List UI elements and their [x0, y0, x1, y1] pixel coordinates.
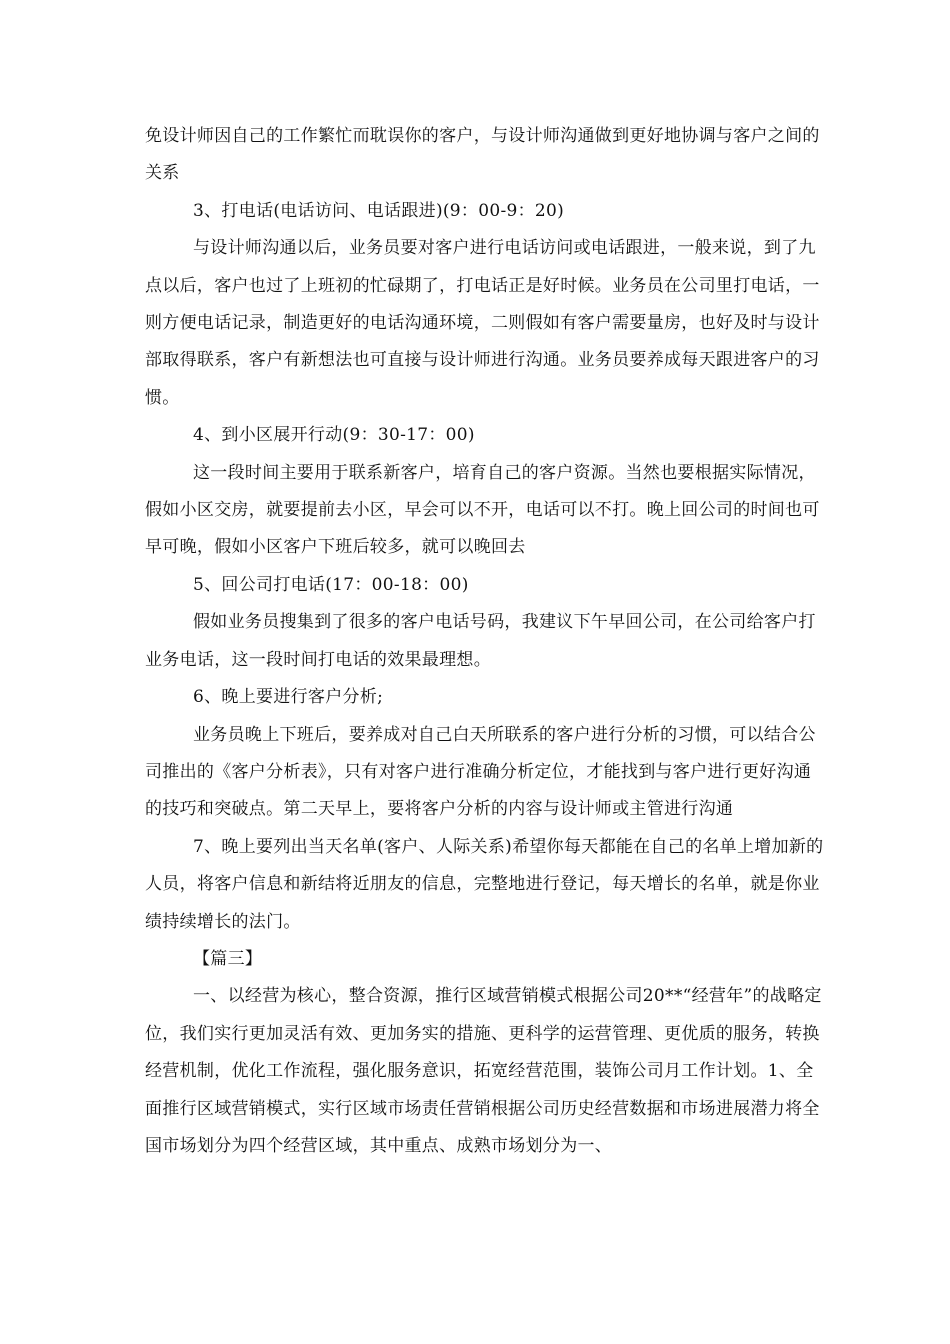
section-heading: 【篇三】	[193, 948, 263, 969]
document-body	[145, 118, 825, 1165]
paragraph-8: 6、晚上要进行客户分析;	[193, 687, 384, 708]
paragraph-1: 免设计师因自己的工作繁忙而耽误你的客户，与设计师沟通做到更好地协调与客户之间的关系	[145, 126, 820, 184]
paragraph-11: 一、以经营为核心，整合资源，推行区域营销模式根据公司20**“经营年”的战略定位，我们实行更加灵活有效、更加务实的措施、更科学的运营管理、更优质的服务，转换经营机制，优化工作流程，强化服务意识，拓宽经营范围，装饰公司月工作计划。1、全面推行区域营销模式，实行区域市场责任营销根据公司历史经营数据和市场进展潜力将全国市场划分为四个经营区域，其中重点、成熟市场划分为一、	[145, 986, 822, 1156]
paragraph-6: 5、回公司打电话(17：00-18：00)	[193, 574, 469, 595]
paragraph-4: 4、到小区展开行动(9：30-17：00)	[193, 425, 475, 446]
paragraph-2: 3、打电话(电话访问、电话跟进)(9：00-9：20)	[193, 200, 565, 221]
paragraph-7: 假如业务员搜集到了很多的客户电话号码，我建议下午早回公司，在公司给客户打业务电话，这一段时间打电话的效果最理想。	[145, 612, 816, 670]
paragraph-9: 业务员晚上下班后，要养成对自己白天所联系的客户进行分析的习惯，可以结合公司推出的《客户分析表》，只有对客户进行准确分析定位，才能找到与客户进行更好沟通的技巧和突破点。第二天早上，要将客户分析的内容与设计师或主管进行沟通	[145, 724, 816, 820]
paragraph-5: 这一段时间主要用于联系新客户，培育自己的客户资源。当然也要根据实际情况，假如小区交房，就要提前去小区，早会可以不开，电话可以不打。晚上回公司的时间也可早可晚，假如小区客户下班后较多，就可以晚回去	[145, 462, 820, 558]
paragraph-10: 7、晚上要列出当天名单(客户、人际关系)希望你每天都能在自己的名单上增加新的人员，将客户信息和新结将近朋友的信息，完整地进行登记，每天增长的名单，就是你业绩持续增长的法门。	[145, 836, 824, 932]
paragraph-3: 与设计师沟通以后，业务员要对客户进行电话访问或电话跟进，一般来说，到了九点以后，客户也过了上班初的忙碌期了，打电话正是好时候。业务员在公司里打电话，一则方便电话记录，制造更好的电话沟通环境，二则假如有客户需要量房，也好及时与设计部取得联系，客户有新想法也可直接与设计师进行沟通。业务员要养成每天跟进客户的习惯。	[145, 238, 820, 408]
